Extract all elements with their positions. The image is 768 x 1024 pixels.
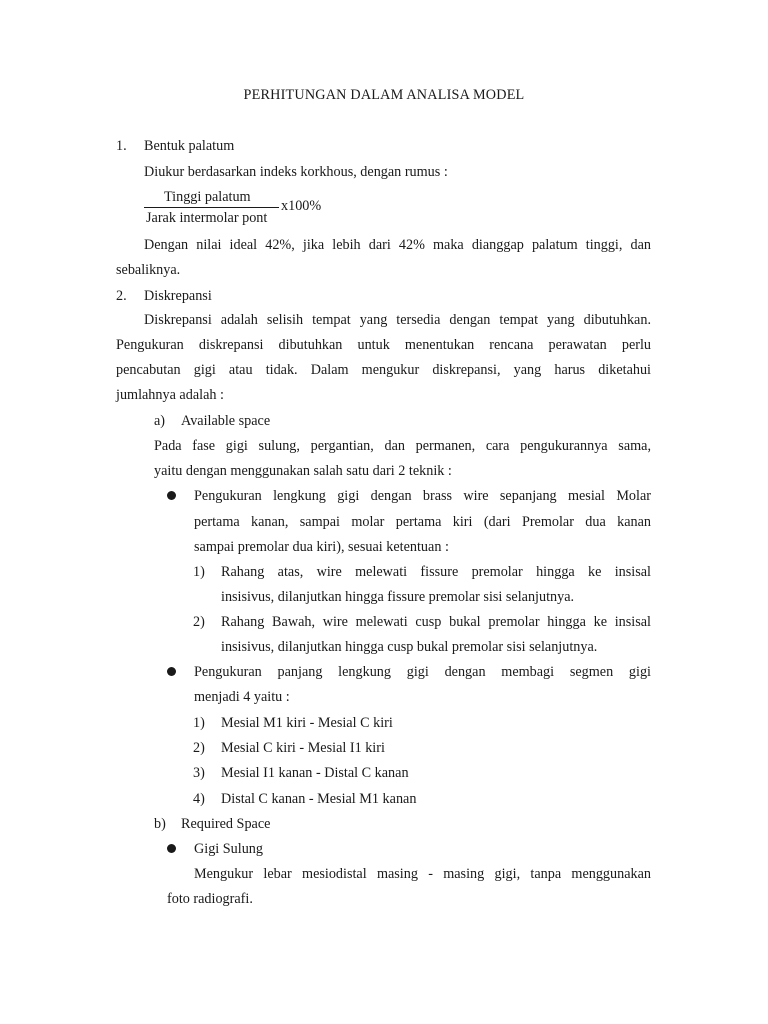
bullet-2-item-1-text: Mesial M1 kiri - Mesial C kiri xyxy=(221,715,393,731)
bullet-1-item-2-line-2: insisivus, dilanjutkan hingga cusp bukal premolar sisi selanjutnya. xyxy=(221,639,598,655)
bullet-2-item-1-number: 1) xyxy=(193,715,205,731)
section-1-paragraph-line-1: Dengan nilai ideal 42%, jika lebih dari 42% maka dianggap palatum tinggi, dan xyxy=(144,237,651,253)
bullet-2-item-3-number: 3) xyxy=(193,765,205,781)
section-2-heading: Diskrepansi xyxy=(144,288,212,304)
bullet-2-item-3-text: Mesial I1 kanan - Distal C kanan xyxy=(221,765,409,781)
bullet-1-line-2: pertama kanan, sampai molar pertama kiri (dari Premolar dua kanan xyxy=(194,514,651,530)
bullet-dot xyxy=(167,667,176,676)
section-1-number: 1. xyxy=(116,138,127,154)
item-a-marker: a) xyxy=(154,413,166,429)
bullet-1-item-2-number: 2) xyxy=(193,614,205,630)
section-1-paragraph-line-2: sebaliknya. xyxy=(116,262,181,278)
bullet-dot xyxy=(167,844,176,853)
item-a-paragraph-line-1: Pada fase gigi sulung, pergantian, dan permanen, cara pengukurannya sama, xyxy=(154,438,651,454)
section-1-intro: Diukur berdasarkan indeks korkhous, dengan rumus : xyxy=(144,164,448,180)
bullet-2-line-1: Pengukuran panjang lengkung gigi dengan membagi segmen gigi xyxy=(194,664,651,680)
fraction-bar xyxy=(144,207,279,208)
bullet-1-item-1-line-2: insisivus, dilanjutkan hingga fissure premolar sisi selanjutnya. xyxy=(221,589,575,605)
bullet-1-line-3: sampai premolar dua kiri), sesuai ketentuan : xyxy=(194,539,449,555)
section-2-number: 2. xyxy=(116,288,127,304)
section-1-heading: Bentuk palatum xyxy=(144,138,235,154)
section-2-paragraph-line-3: pencabutan gigi atau tidak. Dalam mengukur diskrepansi, yang harus diketahui xyxy=(116,362,651,378)
document-title: PERHITUNGAN DALAM ANALISA MODEL xyxy=(243,87,525,103)
bullet-1-item-2-line-1: Rahang Bawah, wire melewati cusp bukal premolar hingga ke insisal xyxy=(221,614,651,630)
item-b-bullet-1: Gigi Sulung xyxy=(194,841,263,857)
formula-numerator: Tinggi palatum xyxy=(164,189,251,205)
item-a-heading: Available space xyxy=(181,413,271,429)
item-b-paragraph-line-1: Mengukur lebar mesiodistal masing - masing gigi, tanpa menggunakan xyxy=(194,866,651,882)
bullet-1-item-1-line-1: Rahang atas, wire melewati fissure premolar hingga ke insisal xyxy=(221,564,651,580)
bullet-1-item-1-number: 1) xyxy=(193,564,205,580)
item-a-paragraph-line-2: yaitu dengan menggunakan salah satu dari 2 teknik : xyxy=(154,463,452,479)
section-2-paragraph-line-1: Diskrepansi adalah selisih tempat yang tersedia dengan tempat yang dibutuhkan. xyxy=(144,312,651,328)
bullet-2-item-4-text: Distal C kanan - Mesial M1 kanan xyxy=(221,791,417,807)
bullet-dot xyxy=(167,491,176,500)
bullet-2-item-4-number: 4) xyxy=(193,791,205,807)
item-b-paragraph-line-2: foto radiografi. xyxy=(167,891,253,907)
bullet-2-item-2-text: Mesial C kiri - Mesial I1 kiri xyxy=(221,740,385,756)
section-2-paragraph-line-2: Pengukuran diskrepansi dibutuhkan untuk menentukan rencana perawatan perlu xyxy=(116,337,651,353)
bullet-2-item-2-number: 2) xyxy=(193,740,205,756)
item-b-marker: b) xyxy=(154,816,166,832)
item-b-heading: Required Space xyxy=(181,816,271,832)
bullet-1-line-1: Pengukuran lengkung gigi dengan brass wire sepanjang mesial Molar xyxy=(194,488,651,504)
formula-denominator: Jarak intermolar pont xyxy=(146,210,268,226)
formula-multiplier: x100% xyxy=(281,198,322,214)
section-2-paragraph-line-4: jumlahnya adalah : xyxy=(116,387,224,403)
bullet-2-line-2: menjadi 4 yaitu : xyxy=(194,689,290,705)
